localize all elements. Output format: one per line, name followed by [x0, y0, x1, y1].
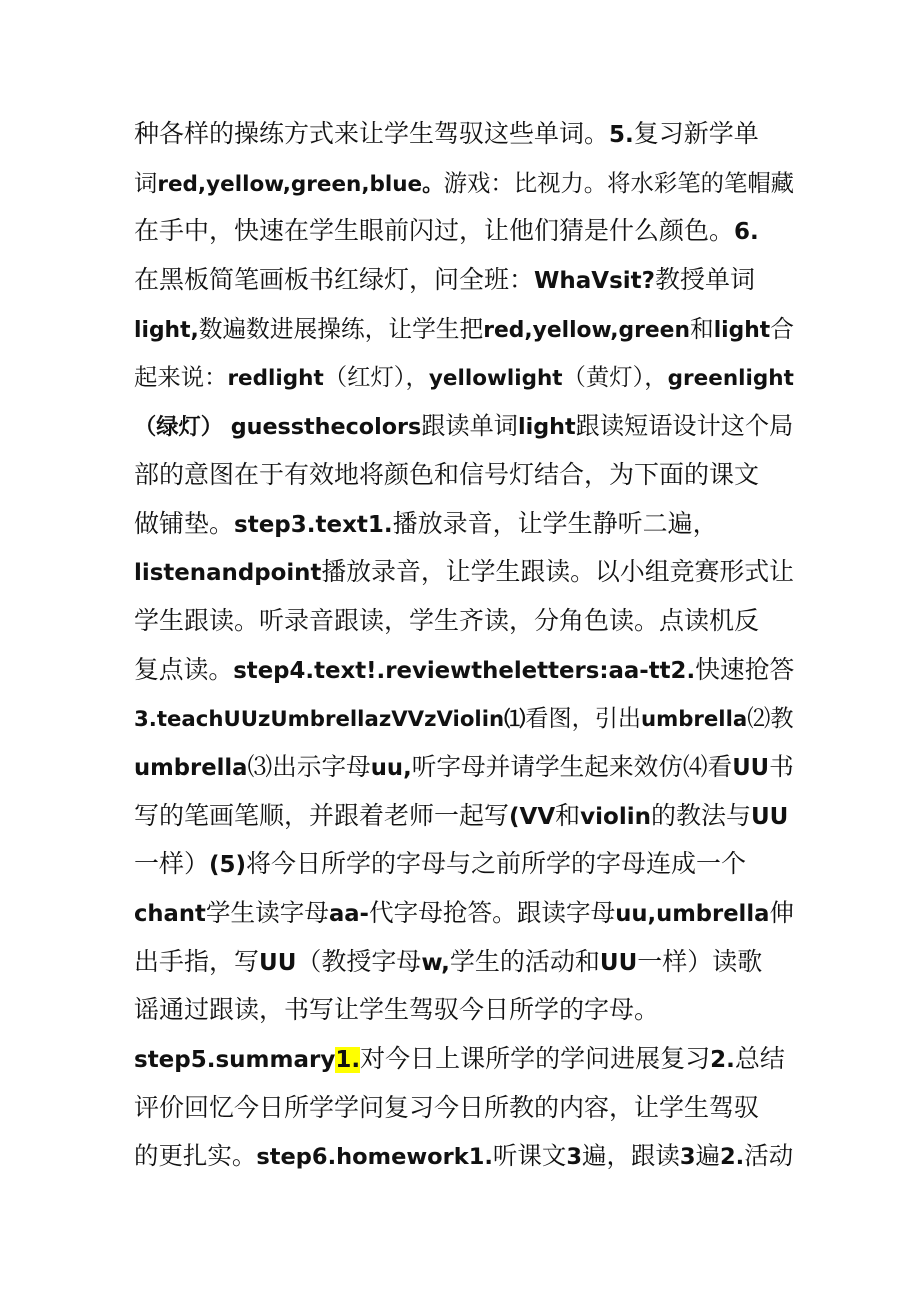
text-line — [134, 1084, 794, 1133]
text-run: UU — [259, 949, 297, 976]
text-line — [134, 159, 794, 208]
text-run: 听课文 — [492, 1141, 567, 1171]
text-line — [134, 792, 794, 841]
text-run: 的更扎实。 — [134, 1141, 257, 1171]
text-run: 3.teachUU — [134, 707, 259, 733]
text-run: z — [378, 707, 392, 733]
text-run: Violin⑴ — [436, 707, 526, 733]
text-run: step3.text1. — [234, 511, 393, 538]
text-run: step5.summary — [134, 1047, 336, 1074]
text-run: 数遍数进展操练，让学生把 — [198, 314, 484, 343]
text-run: z — [258, 707, 271, 733]
text-run: light — [713, 317, 771, 343]
text-run: 在手中，快速在学生眼前闪过，让他们猜是什么颜色。 — [134, 216, 735, 246]
body-text — [134, 110, 794, 1181]
text-run: 起来说： — [134, 363, 228, 392]
text-line — [134, 986, 794, 1035]
text-run: (VV — [509, 803, 556, 830]
text-run: 2. — [710, 1047, 735, 1074]
text-line — [134, 402, 794, 451]
text-line — [134, 500, 794, 549]
text-line — [134, 305, 794, 354]
text-run: umbrella — [134, 754, 248, 781]
text-run: 复点读。 — [134, 654, 234, 684]
text-run: 3 — [566, 1144, 582, 1171]
text-run: w, — [421, 949, 450, 976]
text-run: yellowlight — [428, 366, 563, 392]
text-line — [134, 1035, 794, 1084]
text-run: 播放录音，让学生静听二遍， — [392, 508, 718, 538]
text-line — [134, 451, 794, 500]
text-run: UU — [751, 803, 789, 830]
text-run: 部的意图在于有效地将颜色和信号灯结合，为下面的课文 — [134, 459, 760, 489]
text-run: 听字母并请学生起来效仿⑷看 — [411, 751, 733, 781]
text-run: violin — [580, 803, 651, 830]
text-line — [134, 110, 794, 159]
text-run: 词 — [134, 168, 158, 197]
text-run: 快速抢答 — [695, 654, 795, 684]
text-run: WhaVsit? — [534, 268, 655, 295]
text-run: aa- — [328, 901, 369, 927]
text-run: Umbrella — [270, 707, 379, 733]
text-run: ⑵教 — [747, 706, 794, 733]
text-line — [134, 646, 794, 695]
text-line — [134, 840, 794, 889]
text-run: 出手指，写 — [134, 946, 260, 976]
text-run: UU — [732, 754, 770, 781]
text-run: 看图，引出 — [525, 706, 641, 733]
text-run: light — [517, 414, 576, 441]
text-line — [134, 256, 794, 305]
text-line — [134, 694, 794, 743]
text-run: （黄灯）， — [562, 363, 668, 392]
text-run: 游戏：比视力。将水彩笔的笔帽藏 — [443, 168, 795, 197]
text-run: 评价回忆今日所学学问复习今日所教的内容，让学生驾驭 — [134, 1092, 760, 1122]
text-run: ⑶出示字母 — [247, 751, 371, 781]
text-line — [134, 207, 794, 256]
text-run: step4.text!.reviewtheletters:aa-tt2. — [233, 657, 696, 684]
text-run: 一样）读歌 — [637, 946, 763, 976]
text-line — [134, 548, 794, 597]
text-line — [134, 597, 794, 646]
text-run: 和 — [555, 800, 581, 830]
text-run: umbrella — [640, 707, 748, 733]
text-run: 跟读单词 — [421, 412, 518, 441]
text-run: 代字母抢答。跟读字母 — [368, 898, 616, 927]
text-run: 5. — [609, 122, 634, 148]
text-run: step6.homework1. — [256, 1144, 493, 1171]
text-line — [134, 889, 794, 938]
text-run: (5) — [209, 852, 247, 879]
text-run: 做铺垫。 — [134, 508, 235, 538]
text-run: 对今日上课所学的学问进展复习 — [360, 1044, 711, 1074]
text-run: 6. — [734, 219, 759, 246]
text-run: 和 — [690, 314, 714, 343]
text-run: 学生读字母 — [205, 898, 329, 927]
text-run: chant — [134, 901, 206, 927]
text-run: （教授字母 — [296, 946, 422, 976]
text-run: 的教法与 — [650, 800, 751, 830]
text-run: 跟读短语设计这个局 — [575, 412, 794, 441]
text-run: z — [424, 707, 437, 733]
text-run: redlight — [227, 366, 324, 392]
text-run: 伸 — [769, 898, 795, 927]
text-run: UU — [599, 949, 638, 976]
text-line — [134, 938, 794, 987]
text-run: VV — [391, 707, 425, 733]
text-run: （绿灯） — [134, 414, 223, 441]
text-run: uu,umbrella — [615, 901, 770, 927]
text-run: 教授单词 — [655, 265, 756, 295]
text-run: 谣通过跟读，书写让学生驾驭今日所学的字母。 — [134, 995, 660, 1025]
text-run: listenandpoint — [134, 560, 322, 587]
text-run: uu, — [370, 754, 412, 781]
text-run: 种各样的操练方式来让学生驾驭这些单词。 — [134, 119, 610, 148]
text-run: red,yellow,green,blue。 — [157, 171, 444, 197]
text-run: 将今日所学的字母与之前所学的字母连成一个 — [246, 849, 747, 879]
text-run: 在黑板简笔画板书红绿灯，问全班： — [134, 265, 535, 295]
text-line — [134, 353, 794, 402]
text-run: 2. — [720, 1144, 745, 1171]
text-run: 学生的活动和 — [449, 946, 600, 976]
text-run: 总结 — [734, 1044, 785, 1074]
text-run: 复习新学单 — [633, 119, 759, 148]
text-run: 合 — [770, 314, 794, 343]
text-run: greenlight — [667, 366, 794, 392]
text-run: （红灯）， — [323, 363, 429, 392]
text-run: 学生跟读。听录音跟读，学生齐读，分角色读。点读机反 — [134, 605, 760, 635]
text-run: 写的笔画笔顺，并跟着老师一起写 — [134, 800, 510, 830]
text-line — [134, 743, 794, 792]
text-run: 3 — [679, 1144, 696, 1171]
text-run: 遍 — [695, 1141, 721, 1171]
text-run: 一样） — [134, 849, 210, 879]
text-line — [134, 1132, 794, 1181]
text-run — [223, 412, 231, 440]
text-run: 遍，跟读 — [582, 1141, 680, 1171]
text-run: 活动 — [744, 1141, 794, 1171]
text-run: light, — [134, 317, 199, 343]
text-run: 播放录音，让学生跟读。以小组竞赛形式让 — [321, 557, 795, 587]
highlighted-text: 1. — [335, 1047, 361, 1074]
text-run: red,yellow,green — [483, 317, 690, 343]
text-run: guessthecolors — [230, 414, 422, 441]
text-run: 书 — [769, 751, 794, 781]
